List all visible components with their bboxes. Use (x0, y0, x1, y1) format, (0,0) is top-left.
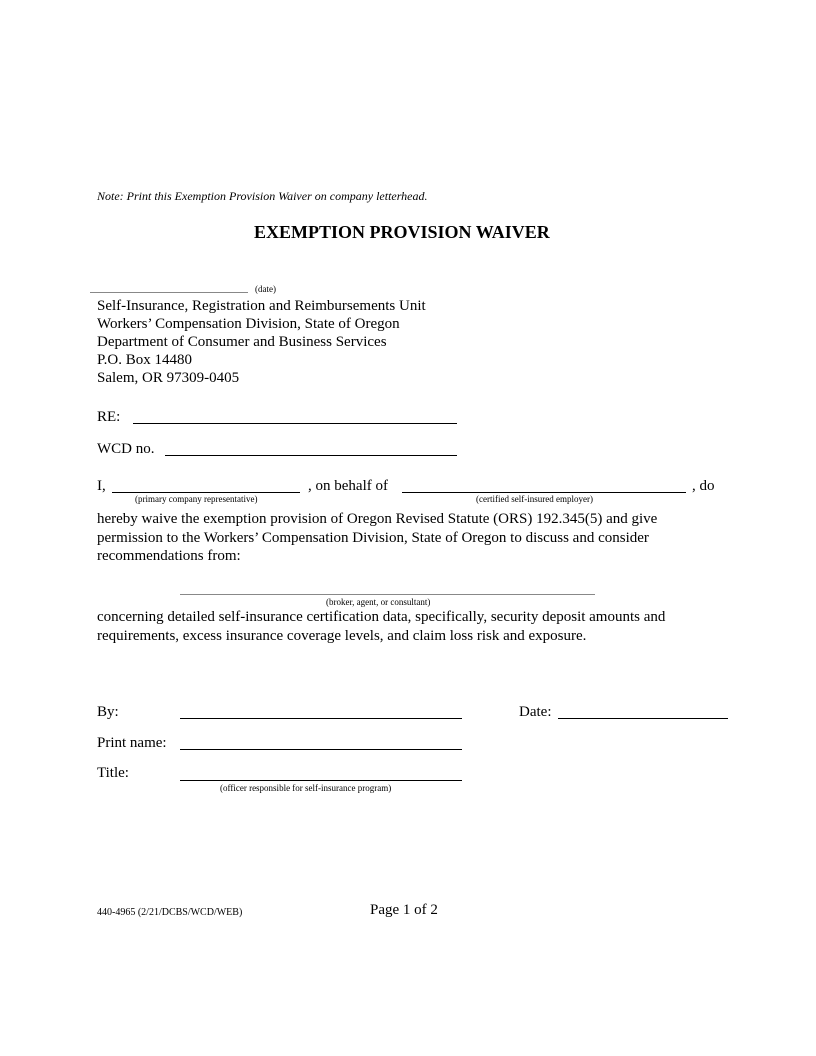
address-line-4: P.O. Box 14480 (97, 352, 193, 368)
date-label: Date: (519, 704, 552, 720)
letterhead-note: Note: Print this Exemption Provision Waiver on company letterhead. (97, 189, 428, 203)
address-line-1: Self-Insurance, Registration and Reimbursements Unit (97, 298, 426, 314)
title-field[interactable] (180, 780, 462, 781)
title-label: Title: (97, 765, 129, 781)
signature-date-field[interactable] (558, 718, 728, 719)
representative-field[interactable] (112, 492, 300, 493)
officer-caption: (officer responsible for self-insurance program) (220, 783, 392, 793)
employer-caption: (certified self-insured employer) (476, 494, 593, 504)
form-number: 440-4965 (2/21/DCBS/WCD/WEB) (97, 907, 243, 918)
wcd-label: WCD no. (97, 441, 155, 457)
concerning-line-2: requirements, excess insurance coverage levels, and claim loss risk and exposure. (97, 627, 587, 644)
i-label: I, (97, 478, 106, 494)
by-label: By: (97, 704, 119, 720)
signature-field[interactable] (180, 718, 462, 719)
do-label: , do (692, 478, 715, 494)
waiver-paragraph (97, 510, 657, 566)
address-line-5: Salem, OR 97309-0405 (97, 370, 240, 386)
broker-caption: (broker, agent, or consultant) (326, 597, 431, 607)
concerning-paragraph (97, 608, 665, 645)
date-caption: (date) (255, 284, 276, 294)
waiver-line-3: recommendations from: (97, 548, 241, 564)
re-field[interactable] (133, 423, 457, 424)
concerning-line-1: concerning detailed self-insurance certification data, specifically, security deposit amounts and (97, 609, 666, 625)
waiver-line-1: hereby waive the exemption provision of Oregon Revised Statute (ORS) 192.345(5) and give (97, 511, 658, 527)
print-name-field[interactable] (180, 749, 462, 750)
waiver-line-2: permission to the Workers’ Compensation Division, State of Oregon to discuss and consider (97, 529, 649, 546)
address-line-2: Workers’ Compensation Division, State of Oregon (97, 316, 400, 332)
broker-field[interactable] (180, 594, 595, 595)
wcd-number-field[interactable] (165, 455, 457, 456)
print-name-label: Print name: (97, 735, 167, 751)
representative-caption: (primary company representative) (135, 494, 258, 504)
on-behalf-label: , on behalf of (308, 478, 388, 494)
re-label: RE: (97, 409, 121, 425)
date-field[interactable] (90, 292, 248, 293)
document-title: EXEMPTION PROVISION WAIVER (254, 222, 550, 242)
page-number: Page 1 of 2 (370, 902, 438, 918)
employer-field[interactable] (402, 492, 686, 493)
address-line-3: Department of Consumer and Business Services (97, 334, 387, 350)
